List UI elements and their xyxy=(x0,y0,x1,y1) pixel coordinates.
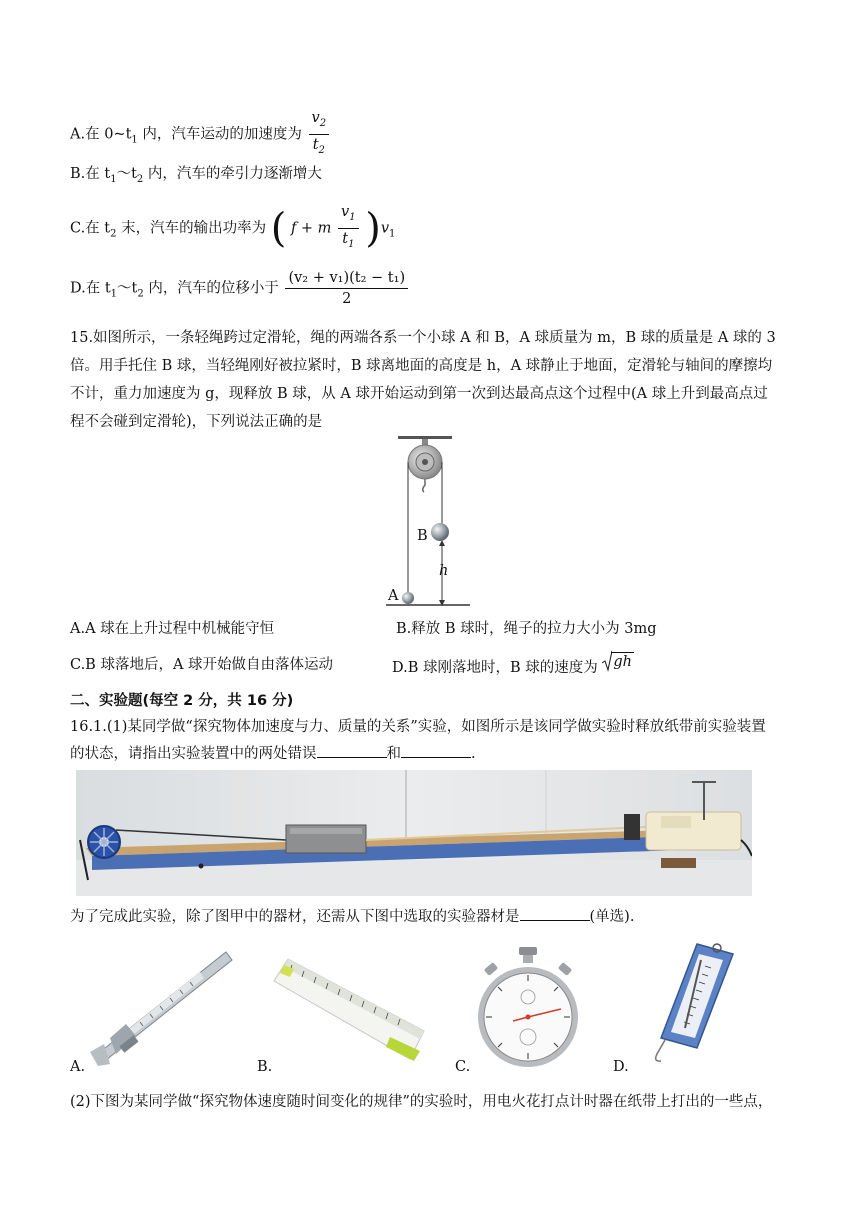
q16-line3: 为了完成此实验，除了图甲中的器材，还需从下图中选取的实验器材是 (单选). xyxy=(70,906,634,928)
q16-line1: 16.1.(1)某同学做“探究物体加速度与力、质量的关系”实验，如图所示是该同学做实验时释放纸带前实验装置 xyxy=(70,719,766,735)
q15-option-b: B.释放 B 球时，绳子的拉力大小为 3mg xyxy=(396,621,657,637)
pulley-diagram xyxy=(380,430,480,610)
sqrt-expression: gh xyxy=(602,650,634,672)
apparatus-photo xyxy=(76,770,752,896)
tool-label-a: A. xyxy=(70,1059,86,1075)
tool-label-c: C. xyxy=(455,1059,471,1075)
label-h: h xyxy=(439,563,449,579)
label-b: B xyxy=(417,528,428,544)
fraction: $\frac{\text{(v₂ + v₁)(t₂ − t₁)}}{2}$ xyxy=(285,268,408,309)
answer-blank-2[interactable] xyxy=(401,743,471,758)
stopwatch-image xyxy=(473,945,583,1070)
vernier-caliper-image xyxy=(80,940,240,1070)
q15-stem: 15.如图所示，一条轻绳跨过定滑轮，绳的两端各系一个小球 A 和 B，A 球质量为 m，B 球的质量是 A 球的 3 倍。用手托住 B 球，当轻绳刚好被拉紧时，B 球离地面的高度是 h，A 球静止于地面，定滑轮与轴间的摩擦均 不计，重力加速度为 g，现释放 B 球，从 A 球开始运动到第一次到达最高点这个过程中(A 球上升到最高点过 程不会碰到定滑轮)，下列说法正确的是 xyxy=(70,330,776,430)
section-heading: 二、实验题(每空 2 分，共 16 分) xyxy=(70,693,294,709)
tool-label-b: B. xyxy=(257,1059,273,1075)
spring-scale-image xyxy=(635,940,745,1065)
tool-label-d: D. xyxy=(613,1059,629,1075)
label-a: A xyxy=(388,588,399,604)
ruler-image xyxy=(270,955,430,1065)
q15-option-d: D.B 球刚落地时，B 球的速度为 gh xyxy=(392,650,634,677)
q15-option-a: A.A 球在上升过程中机械能守恒 xyxy=(70,621,275,637)
q14-option-a: A.在 $0\sim t_1$ 内，汽车运动的加速度为 $\frac{v_2}{t_2}$ xyxy=(70,108,331,161)
q16-part2: (2)下图为某同学做“探究物体速度随时间变化的规律”的实验时，用电火花打点计时器在纸带上打出的一些点， xyxy=(70,1094,773,1110)
q14-option-c: C.在 $t_2$ 末，汽车的输出功率为 ( f + m $\frac{v_1}{t_1}$ )$v_1$ xyxy=(70,202,395,255)
q14-option-d: D.在 $t_1\sim t_2$ 内，汽车的位移小于 $\frac{\text{(v₂ + v₁)(t₂ − t₁)}}{2}$ xyxy=(70,268,410,309)
answer-blank-3[interactable] xyxy=(520,906,590,921)
fraction: $\frac{v_2}{t_2}$ xyxy=(309,108,330,161)
q15-option-c: C.B 球落地后，A 球开始做自由落体运动 xyxy=(70,657,334,673)
pulley-figure xyxy=(380,430,480,610)
q14-option-b: B.在 $t_1\sim t_2$ 内，汽车的牵引力逐渐增大 xyxy=(70,166,322,185)
fraction: $\frac{v_1}{t_1}$ xyxy=(338,202,359,255)
answer-blank-1[interactable] xyxy=(317,743,387,758)
q16-line2: 的状态，请指出实验装置中的两处错误 和 . xyxy=(70,743,476,765)
